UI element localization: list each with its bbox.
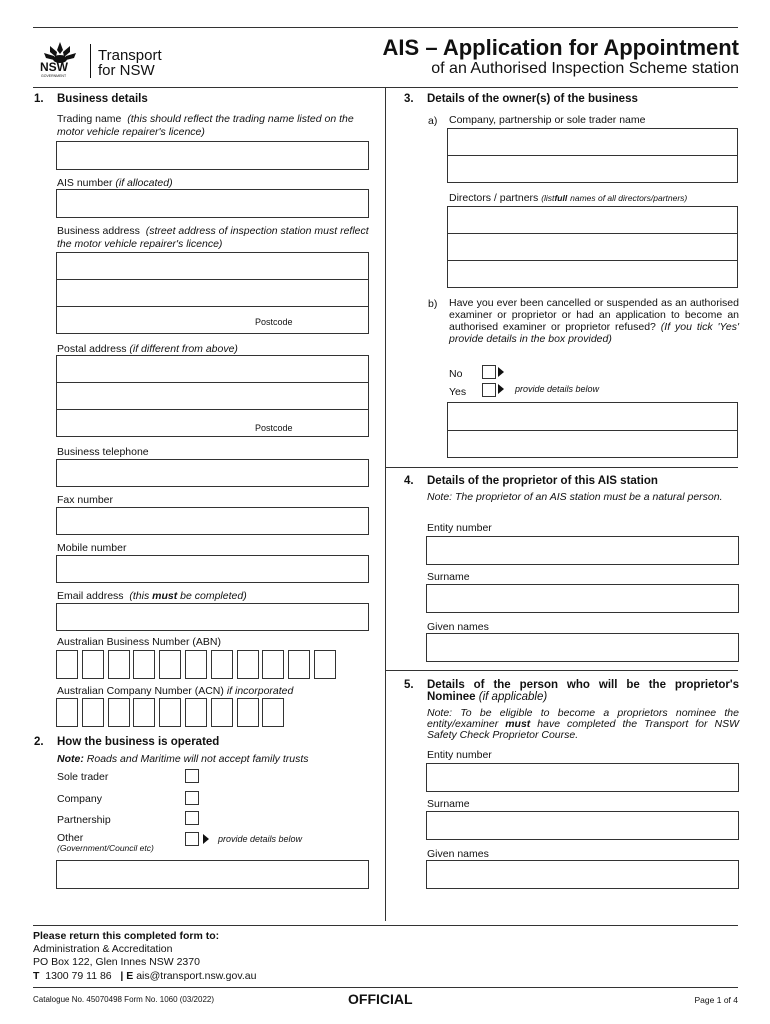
email-address-label	[57, 590, 247, 602]
acn-digit-cell[interactable]	[237, 698, 259, 727]
page-title: AIS – Application for Appointment	[382, 35, 739, 60]
postal-address-label	[57, 343, 238, 355]
acn-digit-cell[interactable]	[108, 698, 130, 727]
s5-surname-label: Surname	[427, 798, 470, 810]
directors-line-1[interactable]	[447, 206, 738, 234]
business-postcode-label: Postcode	[255, 317, 293, 327]
section-5-heading-text: Details of the person who will be the proprietor's Nominee	[427, 679, 739, 703]
section-5-note-c: have completed the Transport for NSW Safety Check Proprietor Course.	[427, 718, 739, 741]
abn-digit-cell[interactable]	[237, 650, 259, 679]
trading-name-text: Trading name	[57, 113, 122, 125]
directors-line-2[interactable]	[447, 233, 738, 261]
section-5-note	[427, 708, 739, 741]
directors-label	[449, 192, 687, 204]
yes-label: Yes	[449, 386, 467, 398]
arrow-right-icon	[203, 834, 209, 844]
business-address-note: (street address of inspection station must reflect the motor vehicle repairer's licence)	[57, 225, 369, 250]
business-telephone-label: Business telephone	[57, 446, 149, 458]
s4-entity-field[interactable]	[426, 536, 739, 565]
page-number: Page 1 of 4	[694, 995, 738, 1005]
yes-details-line-2[interactable]	[447, 430, 738, 458]
mobile-number-field[interactable]	[56, 555, 369, 583]
directors-note-a: (list	[541, 193, 555, 203]
abn-digit-cell[interactable]	[56, 650, 78, 679]
business-address-label	[57, 225, 369, 251]
directors-text: Directors / partners	[449, 192, 539, 204]
section-2-heading: How the business is operated	[57, 736, 220, 748]
bottom-rule	[33, 987, 738, 988]
catalogue-info: Catalogue No. 45070498 Form No. 1060 (03/2022)	[33, 995, 215, 1004]
option-partnership-label: Partnership	[57, 814, 111, 826]
section-5-rule	[386, 670, 738, 671]
section-2-note-a: Note:	[57, 753, 84, 765]
s5-given-label: Given names	[427, 848, 489, 860]
section-4-note: Note: The proprietor of an AIS station must be a natural person.	[427, 491, 723, 503]
s5-entity-label: Entity number	[427, 749, 492, 761]
section-5-number: 5.	[404, 679, 414, 691]
return-heading: Please return this completed form to:	[33, 930, 220, 942]
acn-digit-cell[interactable]	[159, 698, 181, 727]
acn-digit-cell[interactable]	[262, 698, 284, 727]
section-2-note	[57, 753, 309, 765]
email-address-field[interactable]	[56, 603, 369, 631]
option-other-sub: (Government/Council etc)	[57, 843, 154, 853]
brand-line2: for NSW	[98, 62, 155, 79]
s5-given-field[interactable]	[426, 860, 739, 889]
item-b-marker: b)	[428, 298, 438, 310]
column-divider	[385, 88, 386, 921]
trading-name-label	[57, 113, 369, 139]
postal-address-line-2[interactable]	[56, 382, 369, 410]
postal-postcode-label: Postcode	[255, 423, 293, 433]
fax-number-field[interactable]	[56, 507, 369, 535]
logo-brand	[98, 48, 162, 78]
business-address-line-2[interactable]	[56, 279, 369, 307]
acn-digit-cell[interactable]	[82, 698, 104, 727]
no-label: No	[449, 368, 463, 380]
acn-note: if incorporated	[226, 685, 294, 697]
acn-label	[57, 685, 293, 697]
section-1-heading: Business details	[57, 93, 148, 105]
other-details-field[interactable]	[56, 860, 369, 889]
company-name-line-2[interactable]	[447, 155, 738, 183]
abn-digit-cell[interactable]	[314, 650, 336, 679]
abn-digit-cell[interactable]	[133, 650, 155, 679]
section-4-rule	[386, 467, 738, 468]
section-3-number: 3.	[404, 93, 414, 105]
email-label: E	[126, 970, 134, 982]
section-5-note-b: must	[505, 718, 531, 730]
abn-digit-cell[interactable]	[108, 650, 130, 679]
company-name-line-1[interactable]	[447, 128, 738, 156]
option-sole-trader-label: Sole trader	[57, 771, 109, 783]
ais-number-label	[57, 177, 173, 189]
s4-surname-field[interactable]	[426, 584, 739, 613]
postal-address-line-3[interactable]	[56, 409, 369, 437]
directors-note-c: names of all directors/partners)	[570, 193, 688, 203]
directors-note-b: full	[554, 193, 568, 203]
trading-name-field[interactable]	[56, 141, 369, 170]
option-other-label: Other	[57, 832, 84, 844]
section-4-number: 4.	[404, 475, 414, 487]
cancelled-question-note: (If you tick 'Yes' provide details in the box provided)	[449, 321, 739, 345]
fax-number-label: Fax number	[57, 494, 114, 506]
logo-gov-text: GOVERNMENT	[41, 74, 67, 78]
acn-digit-cell[interactable]	[56, 698, 78, 727]
other-checkbox[interactable]	[185, 832, 199, 846]
email-note-c: be completed)	[180, 590, 247, 602]
abn-digit-cell[interactable]	[211, 650, 233, 679]
section-5-note-a: Note: To be eligible to become a proprietors nominee the entity/examiner	[427, 707, 739, 730]
nsw-waratah-logo	[38, 40, 83, 80]
logo-divider	[90, 44, 91, 78]
official-marking: OFFICIAL	[348, 991, 413, 1007]
trading-name-note: (this should reflect the trading name listed on the motor vehicle repairer's licence)	[57, 113, 354, 138]
directors-line-3[interactable]	[447, 260, 738, 288]
footer-rule	[33, 925, 738, 926]
section-4-heading: Details of the proprietor of this AIS station	[427, 475, 658, 487]
return-contact: T 1300 79 11 86 | E ais@transport.nsw.gov.au	[33, 970, 257, 982]
section-2-note-b: Roads and Maritime will not accept family trusts	[86, 753, 309, 765]
cancelled-question-text: Have you ever been cancelled or suspended as an authorised examiner or proprietor or had an application to become an authorised examiner or proprietor refused?	[449, 297, 739, 333]
abn-digit-cell[interactable]	[185, 650, 207, 679]
arrow-right-icon	[498, 384, 504, 394]
business-address-line-3[interactable]	[56, 306, 369, 334]
logo-nsw-text: NSW	[40, 60, 68, 74]
section-1-number: 1.	[34, 93, 44, 105]
abn-label: Australian Business Number (ABN)	[57, 636, 221, 648]
mobile-number-label: Mobile number	[57, 542, 127, 554]
email-note-a: (this	[129, 590, 150, 602]
contact-email[interactable]: ais@transport.nsw.gov.au	[136, 970, 257, 982]
s5-entity-field[interactable]	[426, 763, 739, 792]
business-telephone-field[interactable]	[56, 459, 369, 487]
s4-given-field[interactable]	[426, 633, 739, 662]
option-company-label: Company	[57, 793, 102, 805]
abn-digit-cell[interactable]	[262, 650, 284, 679]
business-address-line-1[interactable]	[56, 252, 369, 280]
top-rule	[33, 27, 738, 28]
postal-address-note: (if different from above)	[129, 343, 238, 355]
s5-surname-field[interactable]	[426, 811, 739, 840]
acn-digit-cell[interactable]	[185, 698, 207, 727]
section-5-heading	[427, 679, 739, 703]
acn-text: Australian Company Number (ACN)	[57, 685, 224, 697]
phone-label: T	[33, 970, 40, 982]
email-address-text: Email address	[57, 590, 124, 602]
return-line-1: Administration & Accreditation	[33, 943, 173, 955]
abn-digit-cell[interactable]	[288, 650, 310, 679]
partnership-checkbox[interactable]	[185, 811, 199, 825]
email-note-b: must	[152, 590, 178, 602]
phone-number: 1300 79 11 86	[45, 970, 112, 982]
acn-digit-cell[interactable]	[211, 698, 233, 727]
yes-checkbox[interactable]	[482, 383, 496, 397]
item-a-marker: a)	[428, 115, 438, 127]
postal-address-text: Postal address	[57, 343, 127, 355]
section-3-heading: Details of the owner(s) of the business	[427, 93, 638, 105]
business-address-text: Business address	[57, 225, 140, 237]
ais-number-text: AIS number	[57, 177, 113, 189]
s4-given-label: Given names	[427, 621, 489, 633]
other-provide-details: provide details below	[218, 834, 303, 844]
yes-provide-details: provide details below	[515, 384, 600, 394]
ais-number-note: (if allocated)	[115, 177, 173, 189]
cancelled-question	[449, 297, 739, 345]
arrow-right-icon	[498, 367, 504, 377]
company-name-label: Company, partnership or sole trader name	[449, 114, 646, 126]
postal-address-line-1[interactable]	[56, 355, 369, 383]
ais-number-field[interactable]	[56, 189, 369, 218]
s4-entity-label: Entity number	[427, 522, 492, 534]
company-checkbox[interactable]	[185, 791, 199, 805]
yes-details-line-1[interactable]	[447, 402, 738, 431]
page-subtitle: of an Authorised Inspection Scheme station	[431, 60, 739, 77]
section-2-number: 2.	[34, 736, 44, 748]
brand-line1: Transport	[98, 47, 162, 64]
section-5-heading-note: (if applicable)	[478, 691, 548, 703]
abn-digit-cell[interactable]	[159, 650, 181, 679]
acn-digit-cell[interactable]	[133, 698, 155, 727]
return-line-2: PO Box 122, Glen Innes NSW 2370	[33, 956, 200, 968]
no-checkbox[interactable]	[482, 365, 496, 379]
abn-digit-cell[interactable]	[82, 650, 104, 679]
sole-trader-checkbox[interactable]	[185, 769, 199, 783]
s4-surname-label: Surname	[427, 571, 470, 583]
